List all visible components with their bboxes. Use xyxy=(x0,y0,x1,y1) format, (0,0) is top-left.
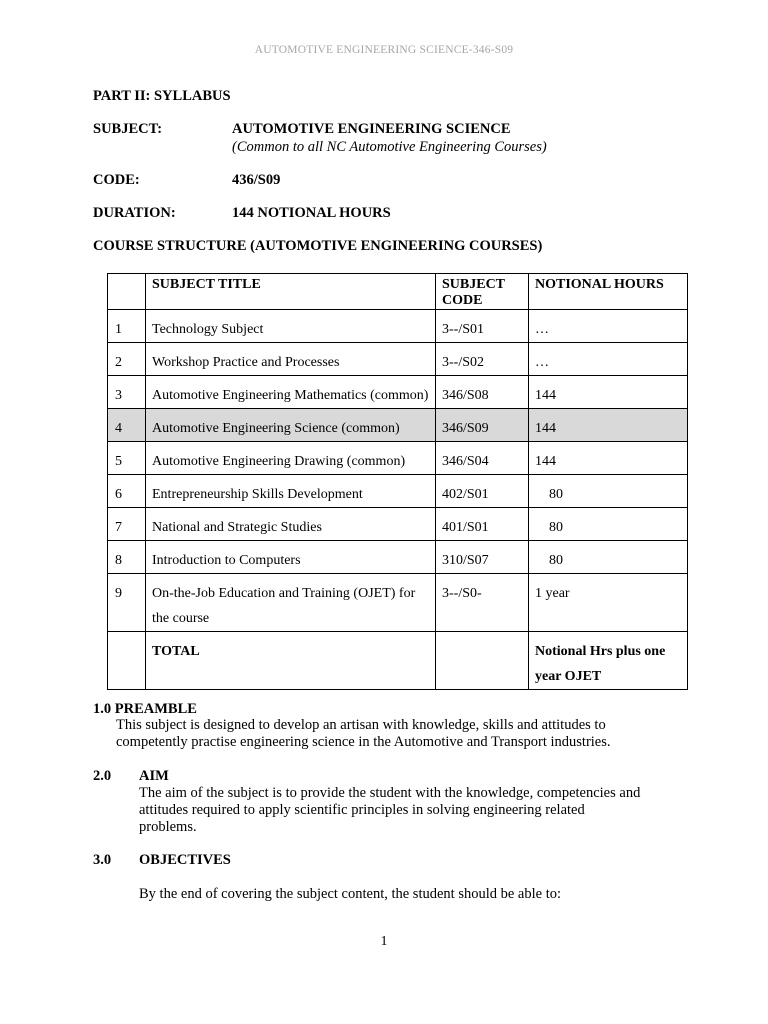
row-title: Automotive Engineering Science (common) xyxy=(146,409,436,442)
table-row xyxy=(108,541,688,574)
row-code: 401/S01 xyxy=(436,508,529,541)
table-header-cell: NOTIONAL HOURS xyxy=(529,274,688,310)
table-row xyxy=(108,508,688,541)
code-label: CODE: xyxy=(93,172,140,188)
row-code: 3--/S01 xyxy=(436,310,529,343)
row-hours-value: 80 xyxy=(549,520,563,535)
row-code: 402/S01 xyxy=(436,475,529,508)
running-header: AUTOMOTIVE ENGINEERING SCIENCE-346-S09 xyxy=(254,44,514,56)
subject-note: (Common to all NC Automotive Engineering Courses) xyxy=(232,139,547,155)
objectives-number: 3.0 xyxy=(93,852,112,868)
preamble-text-line-1: This subject is designed to develop an artisan with knowledge, skills and attitudes to xyxy=(116,717,606,733)
row-title: National and Strategic Studies xyxy=(146,508,436,541)
row-hours: 144 xyxy=(529,442,688,475)
table-row-highlighted xyxy=(108,409,688,442)
table-header-cell: SUBJECT CODE xyxy=(436,274,529,310)
objectives-heading: OBJECTIVES xyxy=(139,852,231,868)
row-number: 7 xyxy=(108,508,146,541)
table-row xyxy=(108,442,688,475)
row-number: 6 xyxy=(108,475,146,508)
aim-text-line-1: The aim of the subject is to provide the student with the knowledge, competencies and xyxy=(139,785,641,801)
table-row xyxy=(108,376,688,409)
table-header-cell xyxy=(108,274,146,310)
subject-value: AUTOMOTIVE ENGINEERING SCIENCE xyxy=(232,121,511,137)
row-hours: 1 year xyxy=(529,574,688,632)
row-number: 1 xyxy=(108,310,146,343)
aim-text-line-3: problems. xyxy=(139,819,197,835)
row-code: 3--/S02 xyxy=(436,343,529,376)
row-title: Introduction to Computers xyxy=(146,541,436,574)
row-title: Technology Subject xyxy=(146,310,436,343)
course-structure-title: COURSE STRUCTURE (AUTOMOTIVE ENGINEERING COURSES) xyxy=(93,238,543,254)
row-hours xyxy=(529,508,688,541)
row-number: 3 xyxy=(108,376,146,409)
row-code: 310/S07 xyxy=(436,541,529,574)
total-blank-cell xyxy=(108,632,146,690)
duration-value: 144 NOTIONAL HOURS xyxy=(232,205,391,221)
table-header-row xyxy=(108,274,688,310)
table-row xyxy=(108,310,688,343)
aim-heading: AIM xyxy=(139,768,169,784)
row-number: 9 xyxy=(108,574,146,632)
row-hours: … xyxy=(529,343,688,376)
row-title: Automotive Engineering Drawing (common) xyxy=(146,442,436,475)
row-code: 3--/S0- xyxy=(436,574,529,632)
objectives-intro: By the end of covering the subject content, the student should be able to: xyxy=(139,886,562,902)
table-row xyxy=(108,343,688,376)
aim-text-line-2: attitudes required to apply scientific principles in solving engineering related xyxy=(139,802,585,818)
row-code: 346/S09 xyxy=(436,409,529,442)
table-row xyxy=(108,574,688,632)
total-hours: Notional Hrs plus one year OJET xyxy=(529,632,688,690)
row-hours xyxy=(529,475,688,508)
row-hours: 144 xyxy=(529,409,688,442)
row-hours: … xyxy=(529,310,688,343)
table-header-cell: SUBJECT TITLE xyxy=(146,274,436,310)
row-number: 2 xyxy=(108,343,146,376)
row-code: 346/S04 xyxy=(436,442,529,475)
total-label: TOTAL xyxy=(146,632,436,690)
row-code: 346/S08 xyxy=(436,376,529,409)
row-title: On-the-Job Education and Training (OJET) for the course xyxy=(146,574,436,632)
total-code-cell xyxy=(436,632,529,690)
page-number: 1 xyxy=(380,934,388,949)
aim-number: 2.0 xyxy=(93,768,112,784)
row-hours: 144 xyxy=(529,376,688,409)
preamble-text-line-2: competently practise engineering science in the Automotive and Transport industries. xyxy=(116,734,611,750)
row-number: 4 xyxy=(108,409,146,442)
table-row xyxy=(108,475,688,508)
table-total-row xyxy=(108,632,688,690)
code-value: 436/S09 xyxy=(232,172,281,188)
row-hours-value: 80 xyxy=(549,487,563,502)
row-title: Workshop Practice and Processes xyxy=(146,343,436,376)
row-hours-value: 80 xyxy=(549,553,563,568)
course-structure-table xyxy=(107,273,688,690)
row-title: Entrepreneurship Skills Development xyxy=(146,475,436,508)
part-title: PART II: SYLLABUS xyxy=(93,88,231,104)
subject-label: SUBJECT: xyxy=(93,121,163,137)
duration-label: DURATION: xyxy=(93,205,176,221)
row-number: 8 xyxy=(108,541,146,574)
preamble-heading: 1.0 PREAMBLE xyxy=(93,701,197,717)
row-hours xyxy=(529,541,688,574)
row-number: 5 xyxy=(108,442,146,475)
row-title: Automotive Engineering Mathematics (common) xyxy=(146,376,436,409)
